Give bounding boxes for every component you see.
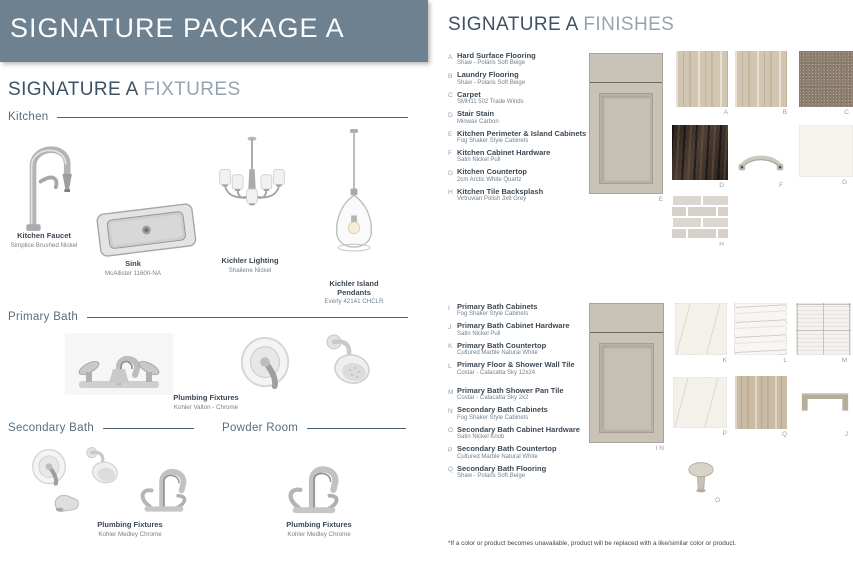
swatch-label-c: C — [844, 109, 849, 116]
swatch-label-g: G — [841, 179, 847, 186]
swatch-label-b: B — [782, 109, 787, 116]
finish-detail: Virtruvian Polish 3x6 Grey — [457, 196, 527, 203]
finish-detail: Cultured Marble Natural White — [457, 453, 538, 460]
product-name: Kitchen Faucet — [17, 231, 71, 240]
product-detail: Simplice Brushed Nickel — [10, 241, 78, 249]
kitchen-faucet-caption — [2, 232, 86, 249]
arched-pull-icon — [735, 140, 787, 186]
product-detail: McAllister 11600-NA — [105, 269, 161, 277]
finish-letter: I — [448, 304, 450, 312]
swatch-laundry-flooring — [735, 51, 787, 107]
finish-letter: N — [448, 407, 453, 415]
swatch-label-o: O — [714, 497, 720, 504]
powder-room-label: Powder Room — [222, 422, 299, 434]
finish-detail: Costar - Calacatta Sky 12x24 — [457, 369, 536, 376]
door-panel — [600, 94, 652, 183]
finish-letter: A — [448, 53, 453, 61]
door-panel — [600, 344, 653, 432]
product-name: Plumbing Fixtures — [97, 520, 163, 529]
swatch-label-e: E — [658, 196, 663, 203]
tub-spout-icon — [52, 492, 80, 516]
section-powder-room — [222, 422, 406, 434]
section-secondary-bath — [8, 422, 194, 434]
product-detail: Everly 42141 CHCLR — [324, 298, 384, 306]
sink-caption — [91, 260, 175, 277]
fixtures-heading-secondary: FIXTURES — [143, 79, 241, 100]
product-detail: Kohler Medley Chrome — [98, 530, 162, 538]
product-detail: Kohler Medley Chrome — [287, 530, 351, 538]
finish-item-p — [448, 443, 638, 462]
finishes-heading — [448, 14, 674, 36]
finish-title: Kitchen Cabinet Hardware — [457, 147, 551, 157]
cabinet-door-sample-fog-kitchen — [589, 53, 663, 194]
island-pendant-image — [330, 127, 378, 282]
swatch-shower-pan-tile — [796, 303, 851, 355]
secondary-shower-head-image — [80, 446, 124, 495]
faucet-icon — [14, 132, 90, 232]
swatch-label-f: F — [779, 182, 783, 189]
primary-bath-rule — [87, 317, 408, 318]
finish-letter: E — [448, 131, 453, 139]
chandelier-icon — [216, 130, 288, 250]
finish-title: Primary Bath Cabinet Hardware — [457, 321, 570, 331]
swatch-floor-shower-wall-tile — [734, 303, 787, 355]
finish-letter: J — [448, 323, 452, 331]
swatch-hard-surface-flooring — [676, 51, 728, 107]
shower-valve-icon — [238, 336, 292, 392]
powder-room-rule — [307, 428, 406, 429]
finish-title: Primary Bath Shower Pan Tile — [457, 386, 564, 396]
finish-detail: Fog Shaker Style Cabinets — [457, 137, 529, 144]
swatch-stair-stain — [672, 125, 728, 180]
finish-letter: B — [448, 72, 453, 80]
swatch-label-d: D — [719, 182, 724, 189]
finish-detail: Satin Nickel Pull — [457, 157, 501, 164]
finish-title: Kitchen Perimeter & Island Cabinets — [457, 128, 587, 138]
kitchen-sink-image — [94, 200, 199, 267]
finish-title: Primary Floor & Shower Wall Tile — [457, 360, 575, 370]
kichler-lighting-caption — [208, 257, 292, 274]
finishes-heading-primary: SIGNATURE A — [448, 14, 578, 35]
kitchen-label: Kitchen — [8, 111, 49, 123]
product-detail: Shailene Nickel — [228, 266, 272, 274]
swatch-carpet — [799, 51, 853, 107]
finish-detail: Shaw - Polaris Soft Beige — [457, 473, 526, 480]
finish-title: Kitchen Countertop — [457, 167, 527, 177]
finish-detail: Costar - Calacatta Sky 2x2 — [457, 395, 529, 402]
finish-title: Primary Bath Countertop — [457, 340, 547, 350]
hardware-satin-nickel-knob — [687, 461, 715, 495]
finish-detail: Satin Nickel Pull — [457, 330, 501, 337]
finish-letter: G — [448, 169, 454, 177]
door-rail — [590, 82, 662, 84]
kitchen-faucet-image — [14, 132, 90, 237]
swatch-label-q: Q — [781, 431, 787, 438]
swatch-label-p: P — [722, 430, 727, 437]
swatch-secondary-countertop — [673, 377, 727, 428]
finish-detail: Fog Shaker Style Cabinets — [457, 414, 529, 421]
secondary-tub-spout-image — [52, 492, 80, 521]
section-kitchen — [8, 111, 408, 123]
swatch-secondary-flooring — [735, 376, 787, 429]
door-rail — [590, 332, 663, 334]
shower-head-icon — [80, 446, 124, 490]
finish-letter: K — [448, 343, 453, 351]
secondary-bath-rule — [103, 428, 194, 429]
finish-item-q — [448, 463, 638, 482]
hardware-satin-nickel-pull — [735, 130, 787, 176]
centerset-faucet-icon — [65, 333, 173, 395]
fixtures-heading-primary: SIGNATURE A — [8, 79, 138, 100]
finish-detail: Minwax Carbon — [457, 118, 499, 125]
swatch-label-a: A — [723, 109, 728, 116]
swatch-label-m: M — [841, 357, 847, 364]
sink-icon — [94, 200, 199, 262]
footnote: *If a color or product becomes unavailable, product will be replaced with a like/similar color or product. — [448, 540, 737, 547]
finish-detail: Satin Nickel Knob — [457, 434, 505, 441]
fixtures-heading — [8, 79, 241, 101]
finish-letter: F — [448, 150, 452, 158]
product-name: Plumbing Fixtures — [286, 520, 352, 529]
finish-detail: Shaw - Polaris Soft Beige — [457, 60, 526, 67]
primary-shower-head-image — [318, 334, 378, 397]
finish-title: Kitchen Tile Backsplash — [457, 186, 544, 196]
primary-faucet-image — [65, 333, 173, 395]
knob-icon — [687, 461, 715, 495]
shower-head-icon — [318, 334, 378, 392]
bar-pull-icon — [798, 386, 852, 414]
primary-bath-label: Primary Bath — [8, 311, 79, 323]
finish-letter: D — [448, 111, 453, 119]
swatch-label-l: L — [783, 357, 787, 364]
product-name: Kichler Island Pendants — [329, 279, 379, 297]
finish-title: Laundry Flooring — [457, 70, 519, 80]
finish-detail: SMH11 502 Trade Winds — [457, 99, 524, 106]
package-banner — [0, 0, 428, 62]
package-title: SIGNATURE PACKAGE A — [10, 13, 345, 43]
product-name: Plumbing Fixtures — [173, 393, 239, 402]
kitchen-rule — [57, 117, 408, 118]
secondary-shower-valve-image — [30, 448, 68, 493]
hardware-modern-bar-pull — [798, 386, 852, 414]
finish-detail: Fog Shaker Style Cabinets — [457, 311, 529, 318]
finish-title: Stair Stain — [457, 109, 495, 119]
subway-tile-pattern — [672, 195, 728, 239]
finish-title: Secondary Bath Cabinet Hardware — [457, 424, 580, 434]
finish-detail: 2cm Arctic White Quartz — [457, 176, 522, 183]
island-pendant-caption — [312, 280, 396, 305]
swatch-label-k: K — [722, 357, 727, 364]
product-name: Kichler Lighting — [221, 256, 279, 265]
primary-bath-caption — [164, 394, 248, 411]
finish-detail: Cultured Marble Natural White — [457, 350, 538, 357]
finish-letter: C — [448, 92, 453, 100]
finish-letter: H — [448, 189, 453, 197]
secondary-bath-label: Secondary Bath — [8, 422, 95, 434]
finish-title: Secondary Bath Flooring — [457, 463, 547, 473]
finish-title: Primary Bath Cabinets — [457, 302, 538, 311]
finish-letter: Q — [448, 466, 454, 474]
finish-letter: O — [448, 427, 454, 435]
powder-room-caption — [277, 521, 361, 538]
finishes-heading-secondary: FINISHES — [583, 14, 675, 35]
cabinet-door-sample-fog-baths — [589, 303, 664, 443]
swatch-primary-countertop — [675, 303, 727, 355]
swatch-kitchen-countertop — [799, 125, 853, 177]
finish-title: Hard Surface Flooring — [457, 51, 536, 60]
section-primary-bath — [8, 311, 408, 323]
finish-title: Secondary Bath Cabinets — [457, 405, 548, 415]
swatch-label-in: I N — [655, 445, 664, 452]
finish-letter: L — [448, 362, 452, 370]
finish-title: Secondary Bath Countertop — [457, 444, 557, 454]
finish-detail: Shaw - Polaris Soft Beige — [457, 79, 526, 86]
shower-valve-icon — [30, 448, 68, 488]
kichler-lighting-image — [216, 130, 288, 255]
secondary-faucet-image — [132, 455, 194, 522]
primary-shower-valve-image — [238, 336, 292, 397]
finish-letter: M — [448, 388, 454, 396]
finish-letter: P — [448, 446, 453, 454]
product-name: Sink — [125, 259, 141, 268]
medley-faucet-icon — [278, 453, 348, 517]
swatch-tile-backsplash — [672, 195, 728, 239]
secondary-bath-caption — [88, 521, 172, 538]
swatch-label-j: J — [844, 431, 848, 438]
swatch-label-h: H — [719, 241, 724, 248]
finish-title: Carpet — [457, 89, 481, 99]
medley-faucet-icon — [132, 455, 194, 517]
product-detail: Kohler Valton - Chrome — [173, 403, 239, 411]
pendant-icon — [330, 127, 378, 277]
powder-faucet-image — [278, 453, 348, 522]
